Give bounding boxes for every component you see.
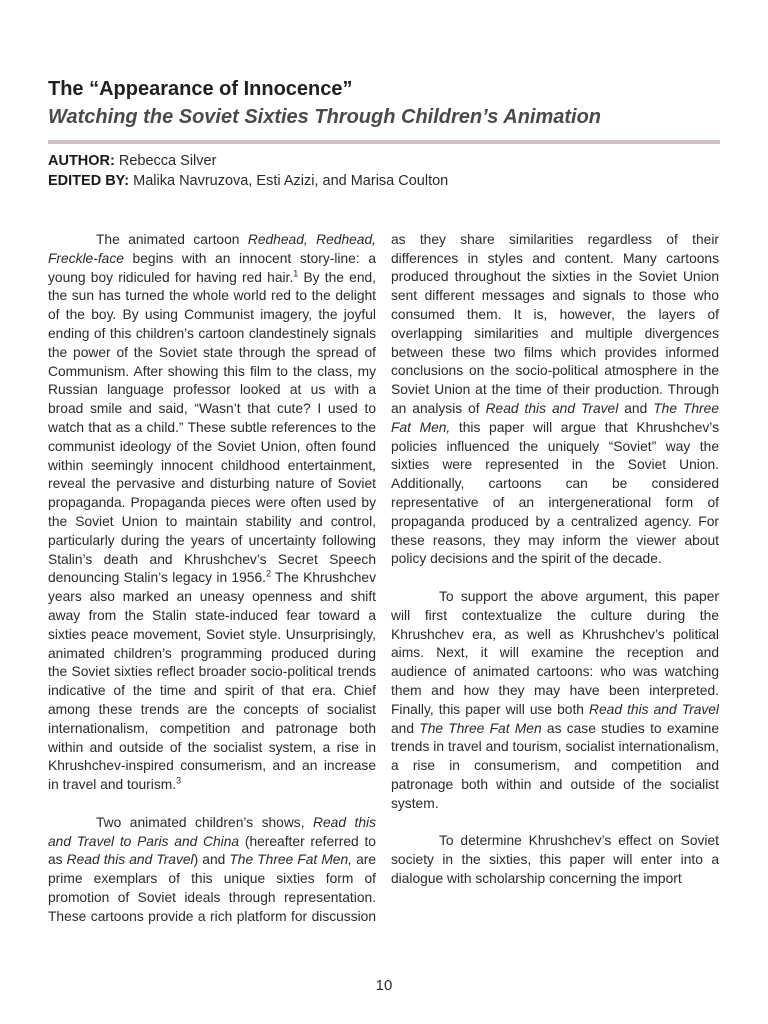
footnote-ref-3: 3 (176, 775, 182, 786)
editors-label: EDITED BY: (48, 173, 130, 189)
author-name: Rebecca Silver (114, 153, 217, 169)
author-line (48, 152, 216, 171)
editors-names: Malika Navruzova, Esti Azizi, and Marisa Coulton (129, 173, 449, 189)
text-column-right (391, 231, 719, 927)
paragraph-1: The animated cartoon Redhead, Redhead, Freckle-face begins with an innocent story-line: a young boy ridiculed for having red hair.$^1$ By the end, the sun has turned the whole world red to the delight of the boy. By using Communist imagery, the joyful ending of this children’s cartoon clandestinely signals the power of the Soviet state through the spread of Communism. After showing this film to the class, my Russian language professor looked at us with a broad smile and said, “Wasn’t that cute? I used to watch that as a child.” These subtle references to the communist ideology of the Soviet Union, often found within seemingly innocent childhood entertainment, reveal the pervasive and disturbing nature of Soviet propaganda. Propaganda pieces were often used by the Soviet Union to maintain stability and control, particularly during the years of uncertainty following Stalin’s death and Khrushchev’s Secret Speech denouncing Stalin’s legacy in 1956.$^2$ The Khrushchev years also marked an uneasy openness and shift away from the Stalin state-induced fear toward a sixties peace movement, Soviet style. Unsurprisingly, animated children’s programming produced during the Soviet sixties reflect broader socio-political trends indicative of the time and spirit of that era. Chief among these trends are the concepts of socialist internationalism, competition and patronage both within and outside of the socialist system, a rise in Khrushchev-inspired consumerism, and an increase in travel and tourism.$^3$ (48, 232, 376, 793)
author-label: AUTHOR: (48, 153, 115, 169)
editors-line (48, 172, 448, 191)
text-flow (48, 231, 376, 927)
text-flow-continued (391, 231, 719, 889)
text-column-left (48, 231, 376, 927)
footnote-ref-2: 2 (265, 568, 271, 579)
paragraph-2: as they share similarities regardless of their differences in styles and content. Many cartoons produced throughout the sixties in the Soviet Union sent different messages and signals to those who consumed them. It is, however, the layers of overlapping similarities and multiple divergences between these two films which provides informed conclusions on the socio-political atmosphere in the Soviet Union at the time of their production. Through an analysis of Read this and Travel and The Three Fat Men, this paper will argue that Khrushchev’s policies influenced the uniquely “Soviet” way the sixties were represented in the Soviet Union. Additionally, cartoons can be considered representative of an intergenerational form of propaganda produced by a centralized agency. For these reasons, they may inform the viewer about policy decisions and the spirit of the decade. (391, 231, 719, 567)
article-subtitle: Watching the Soviet Sixties Through Children’s Animation (48, 106, 602, 128)
article-title: The “Appearance of Innocence” (48, 78, 353, 100)
paragraph-4: To determine Khrushchev’s effect on Soviet society in the sixties, this paper will enter into a dialogue with scholarship concerning the import (391, 833, 719, 886)
paragraph-2: Two animated children’s shows, Read this and Travel to Paris and China (hereafter referred to as Read this and Travel) and The Three Fat Men, are prime exemplars of this unique sixties form of promotion of Soviet ideals through representation. These cartoons provide a rich platform for discussion (48, 814, 376, 924)
paragraph-3: To support the above argument, this paper will first contextualize the culture during the Khrushchev era, as well as Khrushchev’s political aims. Next, it will examine the reception and audience of animated cartoons: who was watching them and how they may have been interpreted. Finally, this paper will use both Read this and Travel and The Three Fat Men as case studies to examine trends in travel and tourism, socialist internationalism, a rise in consumerism, and competition and patronage both within and outside of the socialist system. (391, 589, 719, 811)
page-number: 10 (375, 977, 393, 994)
header-divider (48, 140, 720, 144)
footnote-ref-1: 1 (293, 268, 299, 278)
